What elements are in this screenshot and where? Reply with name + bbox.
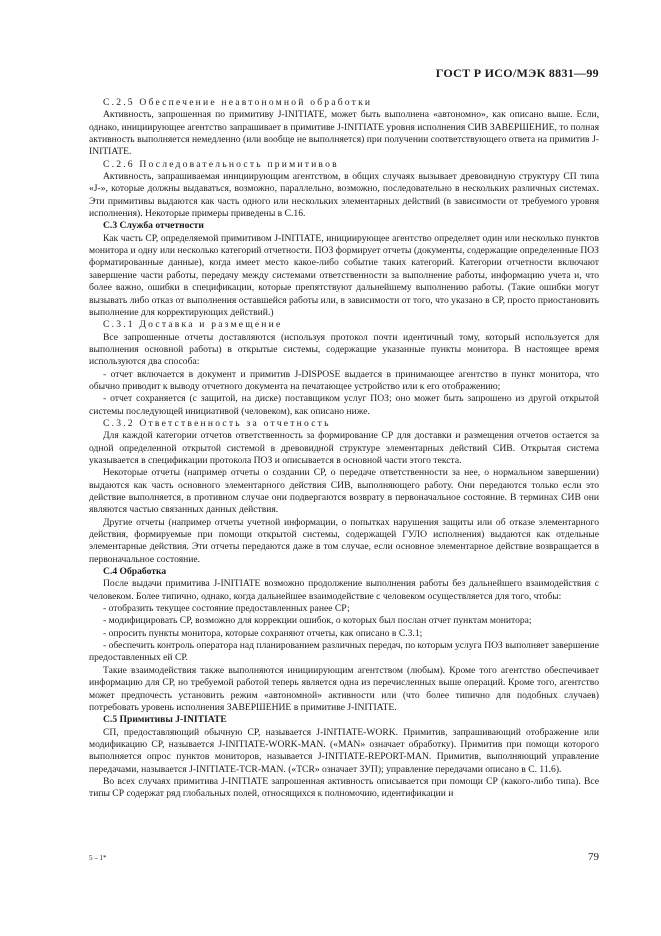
list-item: - обеспечить контроль оператора над планированием различных передач, по которым услуга ПОЗ выполняет завершение предоставленных ей СР. (89, 640, 599, 664)
paragraph: Такие взаимодействия также выполняются инициирующим агентством (любым). Кроме того агентство обеспечивает информацию для СР, но требуемой работой теперь является одна из перечисленных выше операций. Кроме того, агентство может предпочесть установить режим «автономной» активности или (что более типично для подобных случаев) потребовать уровень исполнения ЗАВЕРШЕНИЕ в примитиве J-INITIATE. (89, 664, 599, 713)
list-item: - отчет сохраняется (с защитой, на диске) поставщиком услуг ПОЗ; оно может быть запрошено из другой открытой системы последующей инициативой (человеком), как описано ниже. (89, 393, 599, 417)
paragraph: Некоторые отчеты (например отчеты о создании СР, о передаче ответственности за нее, о нормальном завершении) выдаются как часть основного элементарного действия СИВ, выполняющего работу. Они передаются только если это действие выполняется, в противном случае они подвергаются возврату в первоначальное состояние. В терминах СИВ они являются частью связанных данных действия. (89, 467, 599, 516)
list-item: - отчет включается в документ и примитив J-DISPOSE выдается в принимающее агентство в пункт монитора, что обычно приводит к выводу отчетного документа на печатающее устройство или к его отображению; (89, 368, 599, 392)
document-body (89, 97, 599, 801)
section-heading: С.2.6 Последовательность примитивов (103, 158, 339, 170)
section-heading: С.2.5 Обеспечение неавтономной обработки (103, 97, 373, 108)
list-item: - модифицировать СР, возможно для коррекции ошибок, о которых был послан отчет пунктам монитора; (103, 615, 532, 627)
section-heading: С.3.1 Доставка и размещение (103, 319, 283, 331)
page-header: ГОСТ Р ИСО/МЭК 8831—99 (435, 66, 599, 80)
paragraph: Для каждой категории отчетов ответственность за формирование СР для доставки и размещения отчетов остается за одной определенной открытой системой в древовидной структуре элементарных действий СИВ. Открытая система указывается в спецификации протокола ПОЗ и описывается в основной части этого текста. (89, 430, 599, 466)
section-heading: С.4 Обработка (103, 566, 167, 578)
section-heading: С.5 Примитивы J-INITIATE (103, 714, 227, 726)
paragraph: Активность, запрашиваемая инициирующим агентством, в общих случаях вызывает древовидную структуру СП типа «J-», которые должны выдаваться, возможно, параллельно, возможно, последовательно в нескольких различных системах. Эти примитивы выдаются как часть одного или нескольких элементарных действий (в зависимости от требуемого уровня исполнения). Некоторые примеры приведены в С.16. (89, 171, 599, 220)
paragraph: Все запрошенные отчеты доставляются (используя протокол почти идентичный тому, который используется для выполнения основной работы) в открытые системы, содержащие указанные пункты монитора. В настоящее время используются два способа: (89, 331, 599, 368)
page-number: 79 (588, 851, 599, 863)
paragraph: После выдачи примитива J-INITIATE возможно продолжение выполнения работы без дальнейшего взаимодействия с человеком. Более типично, однако, когда дальнейшее взаимодействие с человеком осуществляется для того, чтобы: (89, 578, 599, 602)
paragraph: Как часть СР, определяемой примитивом J-INITIATE, инициирующее агентство определяет один или несколько пунктов монитора и одну или несколько категорий отчетности. ПОЗ формирует отчеты (документы, содержащие определенные ПОЗ форматированные данные), когда имеет место какое-либо событие таких категорий. Категории отчетности включают завершение части работы, передачу между системами ответственности за выполнение работы, информацию учета и, что более важно, ошибки в спецификации, которые препятствуют дальнейшему выполнению работы. (Такие ошибки могут вызывать либо отказ от выполнения оставшейся работы или, в зависимости от того, что указано в СР, просто приостановить выполнение для корректирующих действий.) (89, 232, 599, 318)
footer-signature: 5 – 1* (89, 854, 107, 862)
section-heading: С.3.2 Ответственность за отчетность (103, 417, 331, 429)
section-heading: С.3 Служба отчетности (103, 220, 204, 232)
paragraph: Во всех случаях примитива J-INITIATE запрошенная активность описывается при помощи СР (какого-либо типа). Все типы СР содержат ряд глобальных полей, относящихся к полномочию, идентификации и (89, 775, 599, 800)
list-item: - отобразить текущее состояние предоставленных ранее СР; (103, 603, 350, 615)
paragraph: Другие отчеты (например отчеты учетной информации, о попытках нарушения защиты или об отказе элементарного действия, формируемые при помощи открытой системы, содержащей ГУЛО исполнения) выдаются как отдельные элементарные действия. Эти отчеты передаются даже в том случае, если основное элементарное действие возвращается в первоначальное состояние. (89, 516, 599, 565)
paragraph: Активность, запрошенная по примитиву J-INITIATE, может быть выполнена «автономно», как описано выше. Если, однако, инициирующее агентство запрашивает в примитиве J-INITIATE уровня исполнения СИВ ЗАВЕРШЕНИЕ, то полная активность выполняется немедленно (или вообще не выполняется) при получении соответствующего ответа на примитив J-INITIATE. (89, 109, 599, 158)
list-item: - опросить пункты монитора, которые сохраняют отчеты, как описано в С.3.1; (103, 627, 423, 639)
paragraph: СП, предоставляющий обычную СР, называется J-INITIATE-WORK. Примитив, запрашивающий отображение или модификацию СР, называется J-INITIATE-WORK-MAN. («MAN» означает обработку). Примитив при помощи которого выполняется опрос пунктов мониторов, называется J-INITIATE-REPORT-MAN. Примитив, выполняющий управление передачами, называется J-INITIATE-TCR-MAN. («TCR» означает ЗУП); управление передачами описано в С. 11.6). (89, 726, 599, 775)
